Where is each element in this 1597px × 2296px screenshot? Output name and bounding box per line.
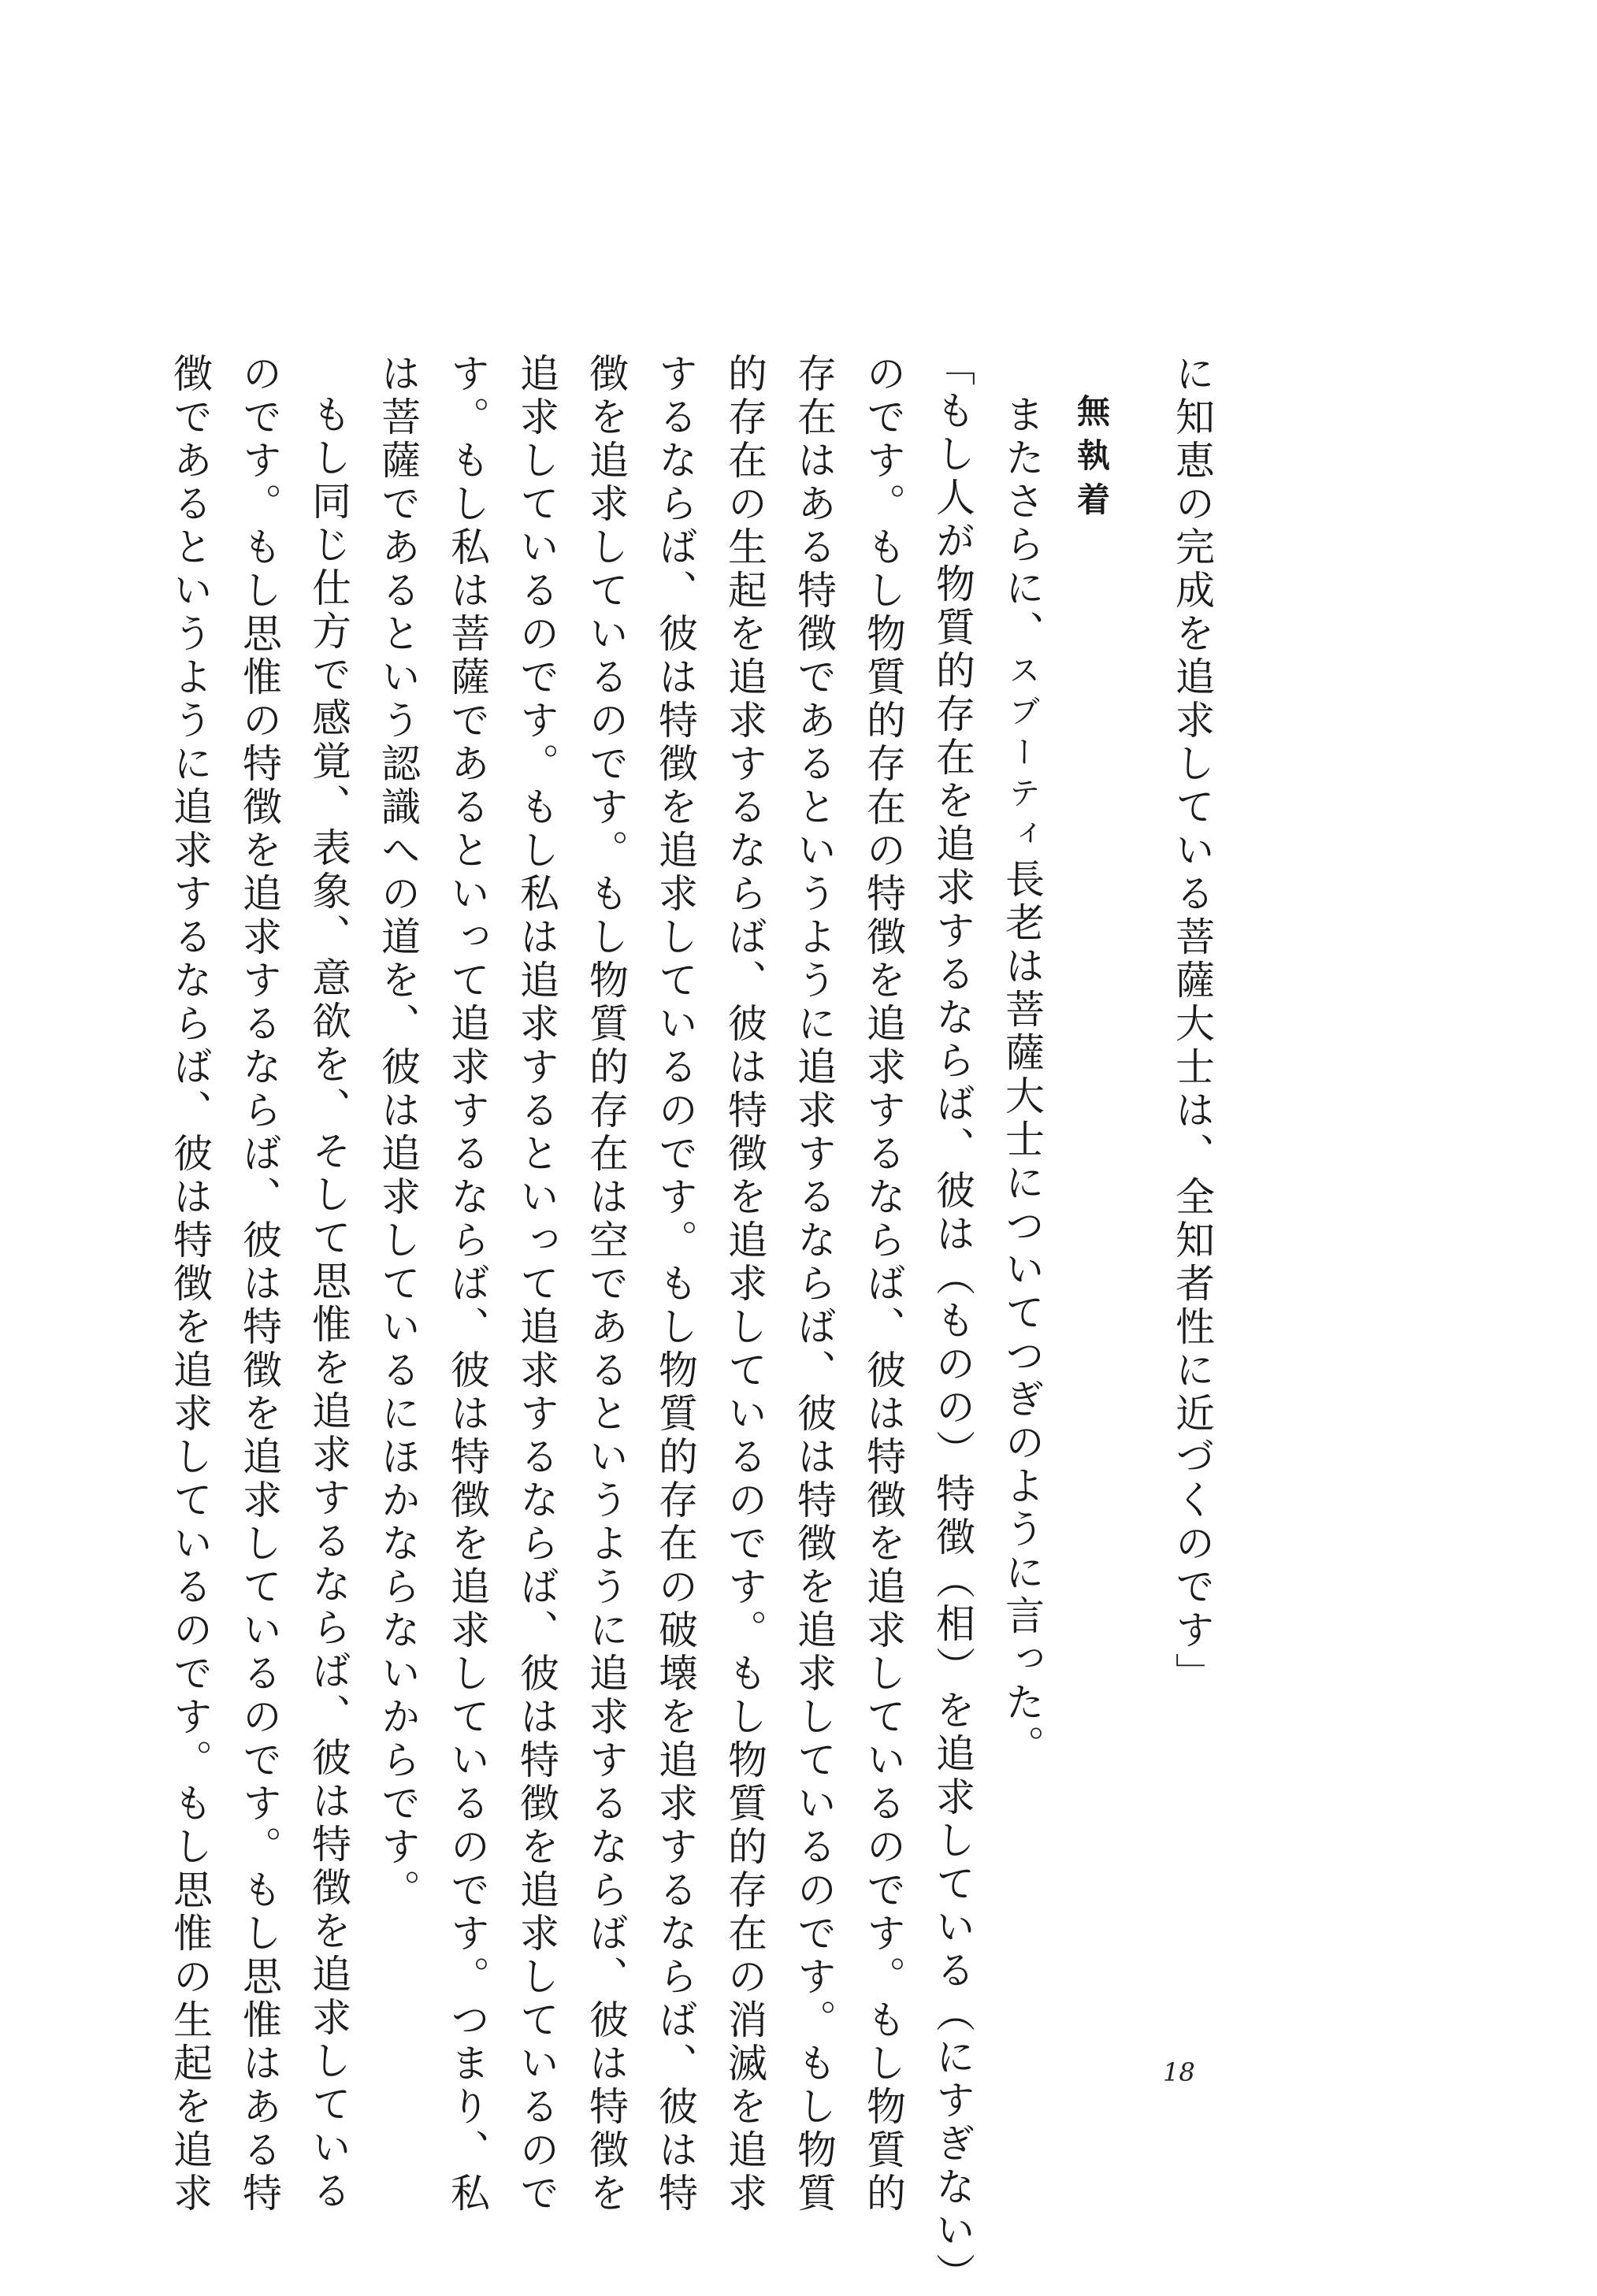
text-line: のです。もし思惟の特徴を追求するならば、彼は特徴を追求しているのです。もし思惟はある特 xyxy=(236,353,282,2216)
text-fragment: またさらに、 xyxy=(999,394,1045,654)
text-line: 存在はある特徴であるというように追求するならば、彼は特徴を追求しているのです。もし物質 xyxy=(791,353,837,2216)
text-line: 的存在の生起を追求するならば、彼は特徴を追求しているのです。もし物質的存在の消滅を追求 xyxy=(722,353,767,2216)
text-line: 「もし人が物質的存在を追求するならば、彼は（ものの）特徴（相）を追求している（にすぎない） xyxy=(930,347,975,2296)
text-line: のです。もし物質的存在の特徴を追求するならば、彼は特徴を追求しているのです。もし物質的 xyxy=(860,353,906,2216)
text-line: す。もし私は菩薩であるといって追求するならば、彼は特徴を追求しているのです。つまり、私 xyxy=(444,353,490,2216)
text-line xyxy=(987,353,1057,2070)
text-line: もし同じ仕方で感覚、表象、意欲を、そして思惟を追求するならば、彼は特徴を追求している xyxy=(306,394,351,2213)
text-fragment: 長老は菩薩大士についてつぎのように言った。 xyxy=(999,859,1045,1768)
text-line: は菩薩であるという認識への道を、彼は追求しているにほかならないからです。 xyxy=(375,353,421,1912)
page-number: 18 xyxy=(1163,2057,1195,2087)
text-line: 徴であるというように追求するならば、彼は特徴を追求しているのです。もし思惟の生起を追求 xyxy=(167,353,213,2216)
text-line: 徴を追求しているのです。もし物質的存在は空であるというように追求するならば、彼は特徴を xyxy=(583,353,629,2216)
section-heading: 無執着 xyxy=(1072,394,1111,526)
name-subhuti: スブーティ xyxy=(1004,654,1040,859)
text-line: するならば、彼は特徴を追求しているのです。もし物質的存在の破壊を追求するならば、彼は特 xyxy=(652,353,698,2216)
text-line: に知恵の完成を追求している菩薩大士は、全知者性に近づくのです」 xyxy=(1169,353,1215,1696)
text-line: 追求しているのです。もし私は追求するといって追求するならば、彼は特徴を追求しているので xyxy=(514,353,559,2216)
paragraph-gap xyxy=(1126,353,1157,2070)
